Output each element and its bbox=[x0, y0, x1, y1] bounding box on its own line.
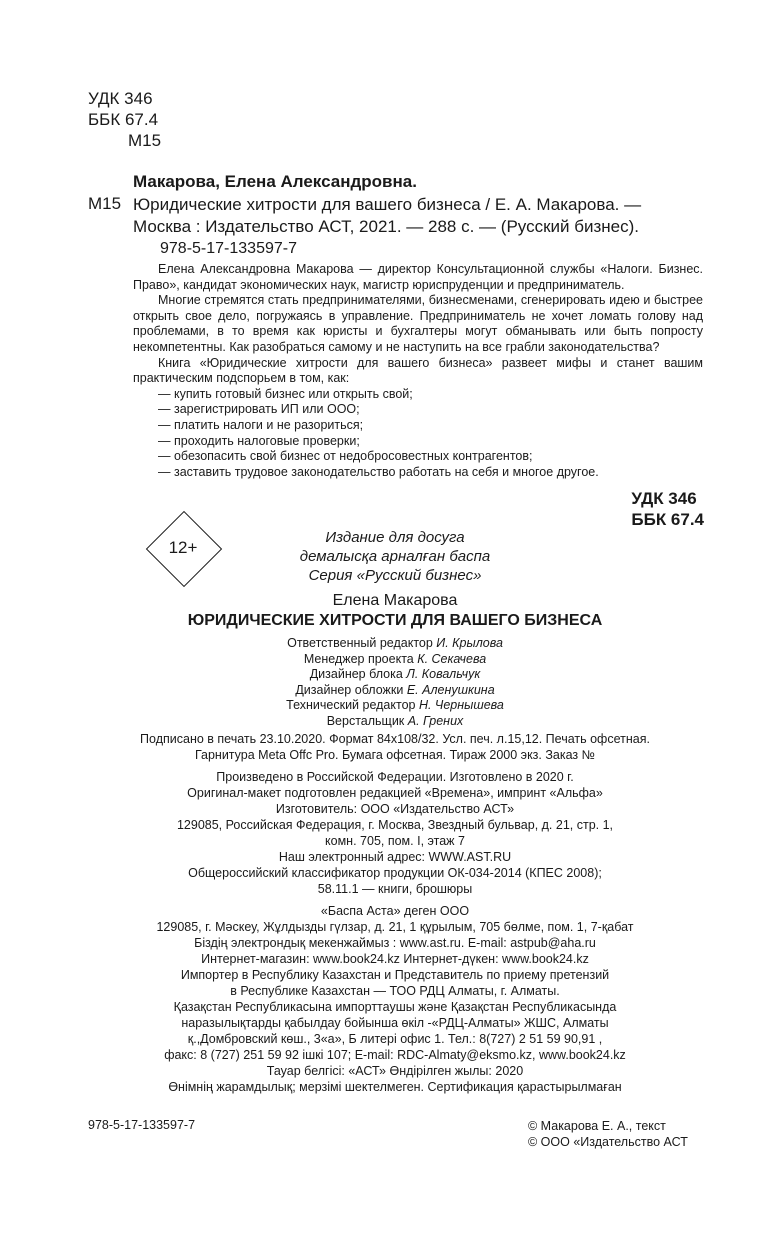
author-mark: М15 bbox=[128, 131, 162, 150]
annotation-paragraph: Елена Александровна Макарова — директор Консультационной службы «Налоги. Бизнес. Право», кандидат экономических наук, магистр юриспруденции и предприниматель. bbox=[133, 262, 703, 292]
credit-name: А. Грених bbox=[407, 713, 464, 728]
imprint-line: Импортер в Республику Казахстан и Представитель по приему претензий bbox=[180, 968, 610, 982]
credit-line bbox=[0, 636, 768, 652]
classification-codes-bold bbox=[631, 488, 704, 530]
imprint-line: Наш электронный адрес: WWW.AST.RU bbox=[278, 850, 512, 864]
imprint-line: Интернет-магазин: www.book24.kz Интернет-дүкен: www.book24.kz bbox=[201, 952, 589, 966]
classification-codes bbox=[88, 88, 161, 151]
imprint-line: «Баспа Аста» деген ООО bbox=[320, 904, 470, 918]
imprint-line: Тауар белгісі: «АСТ» Өндірілген жылы: 2020 bbox=[266, 1064, 524, 1078]
footer-isbn: 978-5-17-133597-7 bbox=[88, 1118, 196, 1132]
annotation-paragraph: Книга «Юридические хитрости для вашего бизнеса» развеет мифы и станет вашим практическим подспорьем в том, как: bbox=[133, 355, 703, 386]
imprint-line: комн. 705, пом. I, этаж 7 bbox=[325, 834, 465, 848]
credit-name: И. Крылова bbox=[436, 636, 503, 650]
udk-code: УДК 346 bbox=[88, 89, 153, 108]
credit-role: Дизайнер блока bbox=[309, 667, 407, 681]
author-heading: Макарова, Елена Александровна. bbox=[133, 172, 417, 191]
credit-role: Верстальщик bbox=[326, 713, 408, 728]
imprint-line: Произведено в Российской Федерации. Изготовлено в 2020 г. bbox=[216, 770, 574, 784]
credits bbox=[0, 636, 768, 729]
edition-line: демалысқа арналған баспа bbox=[299, 548, 491, 565]
credit-line bbox=[0, 698, 768, 714]
credit-role: Менеджер проекта bbox=[303, 651, 418, 666]
credit-line bbox=[0, 714, 768, 730]
annotation-list bbox=[133, 387, 703, 481]
edition-line: Издание для досуга bbox=[325, 529, 465, 546]
imprint-line: наразылықтарды қабылдау бойынша өкіл -«РДЦ-Алматы» ЖШС, Алматы bbox=[181, 1016, 609, 1030]
credit-role: Ответственный редактор bbox=[287, 636, 437, 650]
series-line: Серия «Русский бизнес» bbox=[308, 567, 482, 584]
imprint-line: Біздің электрондық мекенжаймыз : www.ast.ru. E-mail: astpub@aha.ru bbox=[194, 936, 596, 950]
credit-name: Н. Чернышева bbox=[418, 698, 504, 712]
udk-code: УДК 346 bbox=[631, 489, 697, 508]
annotation bbox=[133, 262, 703, 480]
imprint-line: факс: 8 (727) 251 59 92 ішкі 107; E-mail: RDC-Almaty@eksmo.kz, www.book24.kz bbox=[164, 1048, 626, 1062]
imprint-line: Гарнитура Meta Offc Pro. Бумага офсетная. Тираж 2000 экз. Заказ № bbox=[194, 748, 596, 762]
credit-name: Л. Ковальчук bbox=[406, 667, 481, 681]
list-item: — заставить трудовое законодательство работать на себя и многое другое. bbox=[158, 464, 599, 479]
list-item: — платить налоги и не разориться; bbox=[158, 417, 364, 432]
author-mark-left: М15 bbox=[88, 194, 122, 213]
copyright-line: © Макарова Е. А., текст bbox=[528, 1119, 666, 1133]
credit-line bbox=[0, 667, 768, 683]
list-item: — проходить налоговые проверки; bbox=[158, 433, 360, 448]
copyright bbox=[528, 1118, 688, 1150]
credit-line bbox=[0, 683, 768, 699]
book-title: ЮРИДИЧЕСКИЕ ХИТРОСТИ ДЛЯ ВАШЕГО БИЗНЕСА bbox=[187, 612, 603, 629]
isbn: 978-5-17-133597-7 bbox=[160, 240, 297, 257]
imprint-line: 129085, Российская Федерация, г. Москва, Звездный бульвар, д. 21, стр. 1, bbox=[176, 818, 614, 832]
bbk-code: ББК 67.4 bbox=[88, 110, 159, 129]
kazakhstan-info bbox=[0, 903, 768, 1095]
edition-info bbox=[260, 528, 530, 585]
biblio-line: Москва : Издательство АСТ, 2021. — 288 с. — (Русский бизнес). bbox=[133, 217, 639, 236]
copyright-line: © ООО «Издательство АСТ bbox=[528, 1135, 688, 1149]
bbk-code: ББК 67.4 bbox=[631, 510, 704, 529]
list-item: — купить готовый бизнес или открыть свой; bbox=[158, 386, 413, 401]
imprint bbox=[0, 731, 768, 1095]
imprint-line: Өнімнің жарамдылық; мерзімі шектелмеген. Сертификация қарастырылмаған bbox=[168, 1080, 622, 1094]
imprint-line: Общероссийский классификатор продукции ОК-034-2014 (КПЕС 2008); bbox=[188, 866, 602, 880]
annotation-paragraph: Многие стремятся стать предпринимателями, бизнесменами, сгенерировать идею и быстрее открыть свое дело, погружаясь в управление. Предприниматель не хочет ломать голову над проблемами, в то время как юристы и бухгалтеры могут обманывать или быть попросту некомпетентны. Как разобраться самому и не наступить на все грабли законодательства? bbox=[133, 293, 703, 354]
imprint-line: Оригинал-макет подготовлен редакцией «Времена», импринт «Альфа» bbox=[187, 786, 603, 800]
imprint-line: Подписано в печать 23.10.2020. Формат 84x108/32. Усл. печ. л.15,12. Печать офсетная. bbox=[140, 732, 650, 746]
imprint-line: Изготовитель: ООО «Издательство АСТ» bbox=[275, 802, 515, 816]
credit-name: Е. Аленушкина bbox=[406, 682, 495, 697]
imprint-line: 129085, г. Мәскеу, Жұлдызды гүлзар, д. 21, 1 құрылым, 705 бөлме, пом. 1, 7-қабат bbox=[156, 920, 634, 934]
credit-name: К. Секачева bbox=[417, 651, 487, 666]
age-rating: 12+ bbox=[168, 538, 198, 557]
imprint-line: 58.11.1 — книги, брошюры bbox=[317, 882, 473, 896]
imprint-line: қ.,Домбровский көш., 3«а», Б литері офис 1. Тел.: 8(727) 2 51 59 90,91 , bbox=[187, 1032, 603, 1046]
imprint-line: в Республике Казахстан — ТОО РДЦ Алматы, г. Алматы. bbox=[230, 984, 560, 998]
imprint-line: Қазақстан Республикасына импорттаушы және Қазақстан Республикасында bbox=[173, 1000, 617, 1014]
credit-role: Технический редактор bbox=[286, 698, 419, 712]
bibliographic-description bbox=[133, 194, 641, 238]
list-item: — зарегистрировать ИП или ООО; bbox=[158, 402, 360, 417]
biblio-line: Юридические хитрости для вашего бизнеса / Е. А. Макарова. — bbox=[133, 195, 642, 214]
credit-line bbox=[0, 652, 768, 668]
producer-info bbox=[0, 769, 768, 897]
list-item: — обезопасить свой бизнес от недобросовестных контрагентов; bbox=[158, 449, 533, 464]
credit-role: Дизайнер обложки bbox=[295, 682, 407, 697]
print-info bbox=[0, 731, 768, 763]
book-author: Елена Макарова bbox=[332, 592, 458, 609]
age-rating-badge bbox=[135, 512, 231, 584]
